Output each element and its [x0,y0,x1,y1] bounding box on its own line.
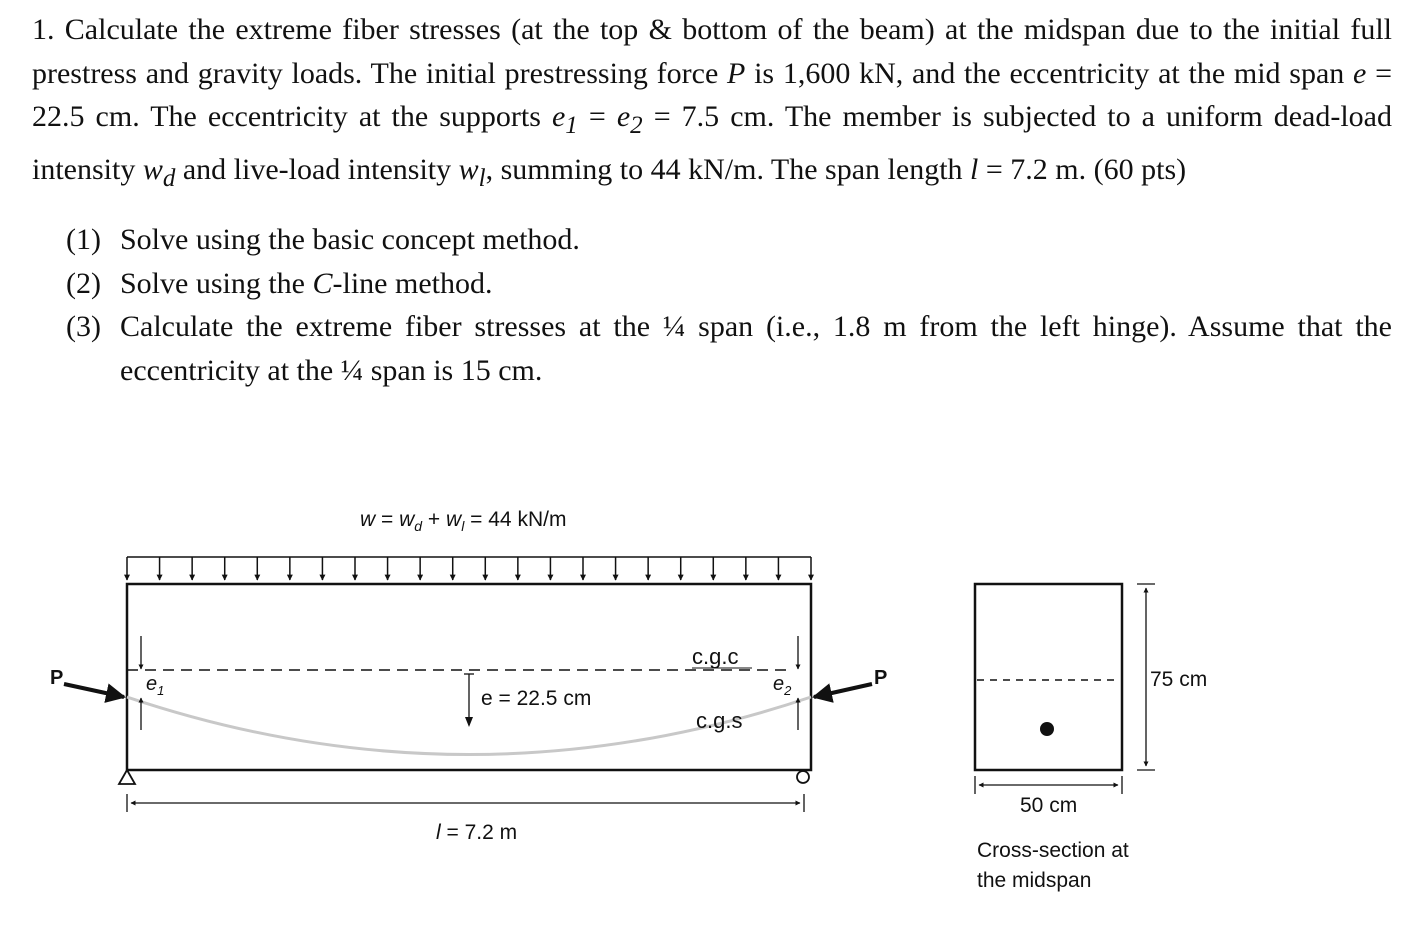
cgc-label: c.g.c [692,644,739,669]
span-label: l = 7.2 m [436,821,518,844]
force-left-label: P [50,667,64,689]
width-label: 50 cm [1020,794,1078,817]
force-right-arrow [814,684,872,697]
e1-label: $e_1$ [146,673,165,698]
sub-question-1: (1) Solve using the basic concept method. [66,223,580,256]
height-label: 75 cm [1150,668,1208,691]
midspan-ecc-arrowhead [465,717,473,727]
cgs-label: c.g.s [696,708,743,733]
roller-support-icon [797,771,809,783]
load-label: $w = w_d + w_l = 44$ kN/m [360,508,567,534]
sub-question-2: (2) Solve using the C-line method. [66,266,493,300]
midspan-ecc-label: e = 22.5 cm [481,687,592,710]
pin-support-icon [119,770,135,784]
force-left-arrow [64,684,124,697]
distributed-load-arrows [127,557,811,580]
cross-section-caption-2: the midspan [977,869,1092,892]
sub-question-3: (3) Calculate the extreme fiber stresses at the ¼ span (i.e., 1.8 m from the left hinge). Assume that the eccentricity at the ¼ span is 15 cm. [66,310,1392,387]
cross-section-caption-1: Cross-section at [977,839,1129,862]
cross-section-rect [975,584,1122,770]
force-right-label: P [874,667,888,689]
problem-statement: 1. Calculate the extreme fiber stresses (at the top & bottom of the beam) at the midspan due to the initial full prestress and gravity loads. The initial prestressing force P is 1,600 kN, and the eccentricity at the mid span e = 22.5 cm. The eccentricity at the supports $e_1 = e_2 = 7.5$ cm. The member is subjected to a uniform dead-load intensity $w_d$ and live-load intensity $w_l$, summing to 44 kN/m. The span length l = 7.2 m. (60 pts) [32,13,1393,192]
tendon-dot [1040,722,1054,736]
e2-label: $e_2$ [773,673,792,698]
